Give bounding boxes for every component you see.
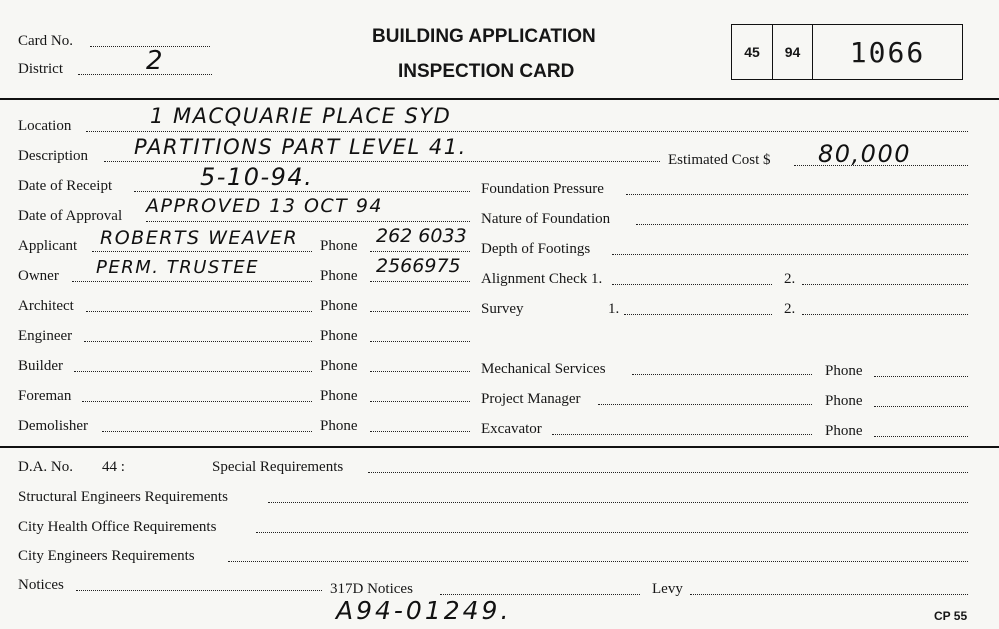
- notices-317d-dots: [440, 594, 640, 595]
- location-value: 1 MACQUARIE PLACE SYD: [150, 104, 452, 128]
- district-dots: [78, 74, 212, 75]
- number-part-2: 94: [773, 25, 813, 79]
- levy-dots: [690, 594, 968, 595]
- demolisher-label: Demolisher: [18, 418, 88, 434]
- foundation-pressure-label: Foundation Pressure: [481, 181, 604, 197]
- location-dots: [86, 131, 968, 132]
- mechanical-services-label: Mechanical Services: [481, 361, 606, 377]
- builder-phone-label: Phone: [320, 358, 358, 374]
- form-code: CP 55: [934, 609, 968, 623]
- engineer-dots: [84, 341, 312, 342]
- excavator-phone-dots: [874, 436, 968, 437]
- depth-of-footings-label: Depth of Footings: [481, 241, 591, 257]
- estimated-cost-value: 80,000: [818, 140, 911, 168]
- special-requirements-dots: [368, 472, 968, 473]
- builder-label: Builder: [18, 358, 63, 374]
- city-engineers-dots: [228, 561, 968, 562]
- levy-label: Levy: [652, 581, 683, 597]
- project-manager-phone-dots: [874, 406, 968, 407]
- city-health-dots: [256, 532, 968, 533]
- excavator-dots: [552, 434, 812, 435]
- applicant-phone-label: Phone: [320, 238, 358, 254]
- location-label: Location: [18, 118, 72, 134]
- notices-dots: [76, 590, 322, 591]
- alignment-check-1-dots: [612, 284, 772, 285]
- foreman-label: Foreman: [18, 388, 72, 404]
- application-number: 1066: [849, 35, 926, 69]
- applicant-phone: 262 6033: [376, 225, 467, 247]
- section-divider: [0, 446, 999, 448]
- estimated-cost-label: Estimated Cost $: [668, 152, 771, 168]
- nature-of-foundation-dots: [636, 224, 968, 225]
- alignment-check-2-label: 2.: [784, 271, 796, 287]
- city-health-label: City Health Office Requirements: [18, 519, 217, 535]
- number-part-1: 45: [732, 25, 773, 79]
- applicant-value: ROBERTS WEAVER: [100, 227, 299, 249]
- notices-label: Notices: [18, 577, 64, 593]
- date-of-approval-dots: [146, 221, 470, 222]
- mechanical-services-phone-label: Phone: [825, 363, 863, 379]
- description-label: Description: [18, 148, 88, 164]
- date-of-receipt-value: 5-10-94.: [200, 163, 314, 191]
- owner-label: Owner: [18, 268, 59, 284]
- date-of-receipt-label: Date of Receipt: [18, 178, 113, 194]
- foundation-pressure-dots: [626, 194, 968, 195]
- district-value: 2: [146, 46, 165, 76]
- demolisher-dots: [102, 431, 312, 432]
- foreman-dots: [82, 401, 312, 402]
- survey-1-label: 1.: [608, 301, 620, 317]
- survey-label: Survey: [481, 301, 524, 317]
- mechanical-services-dots: [632, 374, 812, 375]
- owner-dots: [72, 281, 312, 282]
- title-line-2: INSPECTION CARD: [398, 61, 575, 82]
- structural-engineers-dots: [268, 502, 968, 503]
- excavator-label: Excavator: [481, 421, 542, 437]
- survey-1-dots: [624, 314, 772, 315]
- project-manager-label: Project Manager: [481, 391, 581, 407]
- handwritten-reference: A94-01249.: [336, 596, 512, 625]
- architect-phone-label: Phone: [320, 298, 358, 314]
- excavator-phone-label: Phone: [825, 423, 863, 439]
- survey-2-dots: [802, 314, 968, 315]
- project-manager-phone-label: Phone: [825, 393, 863, 409]
- da-no-label: D.A. No.: [18, 459, 73, 475]
- owner-value: PERM. TRUSTEE: [96, 257, 260, 278]
- builder-phone-dots: [370, 371, 470, 372]
- district-label: District: [18, 61, 63, 77]
- date-of-approval-value: APPROVED 13 OCT 94: [146, 195, 384, 217]
- special-requirements-label: Special Requirements: [212, 459, 344, 475]
- architect-dots: [86, 311, 312, 312]
- owner-phone-dots: [370, 281, 470, 282]
- owner-phone: 2566975: [376, 255, 461, 277]
- date-of-approval-label: Date of Approval: [18, 208, 123, 224]
- builder-dots: [74, 371, 312, 372]
- structural-engineers-label: Structural Engineers Requirements: [18, 489, 228, 505]
- survey-2-label: 2.: [784, 301, 796, 317]
- mechanical-services-phone-dots: [874, 376, 968, 377]
- demolisher-phone-label: Phone: [320, 418, 358, 434]
- demolisher-phone-dots: [370, 431, 470, 432]
- description-value: PARTITIONS PART LEVEL 41.: [134, 135, 467, 159]
- title-line-1: BUILDING APPLICATION: [372, 26, 596, 47]
- card-no-label: Card No.: [18, 33, 73, 49]
- applicant-phone-dots: [370, 251, 470, 252]
- engineer-phone-dots: [370, 341, 470, 342]
- owner-phone-label: Phone: [320, 268, 358, 284]
- alignment-check-label: Alignment Check 1.: [481, 271, 603, 287]
- architect-phone-dots: [370, 311, 470, 312]
- alignment-check-2-dots: [802, 284, 968, 285]
- city-engineers-label: City Engineers Requirements: [18, 548, 195, 564]
- foreman-phone-dots: [370, 401, 470, 402]
- da-no-value: 44 :: [102, 459, 125, 475]
- applicant-label: Applicant: [18, 238, 78, 254]
- nature-of-foundation-label: Nature of Foundation: [481, 211, 611, 227]
- header-divider: [0, 98, 999, 100]
- application-number-box: [731, 24, 963, 80]
- foreman-phone-label: Phone: [320, 388, 358, 404]
- notices-317d-label: 317D Notices: [330, 581, 413, 597]
- engineer-phone-label: Phone: [320, 328, 358, 344]
- depth-of-footings-dots: [612, 254, 968, 255]
- description-dots: [104, 161, 660, 162]
- engineer-label: Engineer: [18, 328, 73, 344]
- applicant-dots: [92, 251, 312, 252]
- project-manager-dots: [598, 404, 812, 405]
- architect-label: Architect: [18, 298, 74, 314]
- date-of-receipt-dots: [134, 191, 470, 192]
